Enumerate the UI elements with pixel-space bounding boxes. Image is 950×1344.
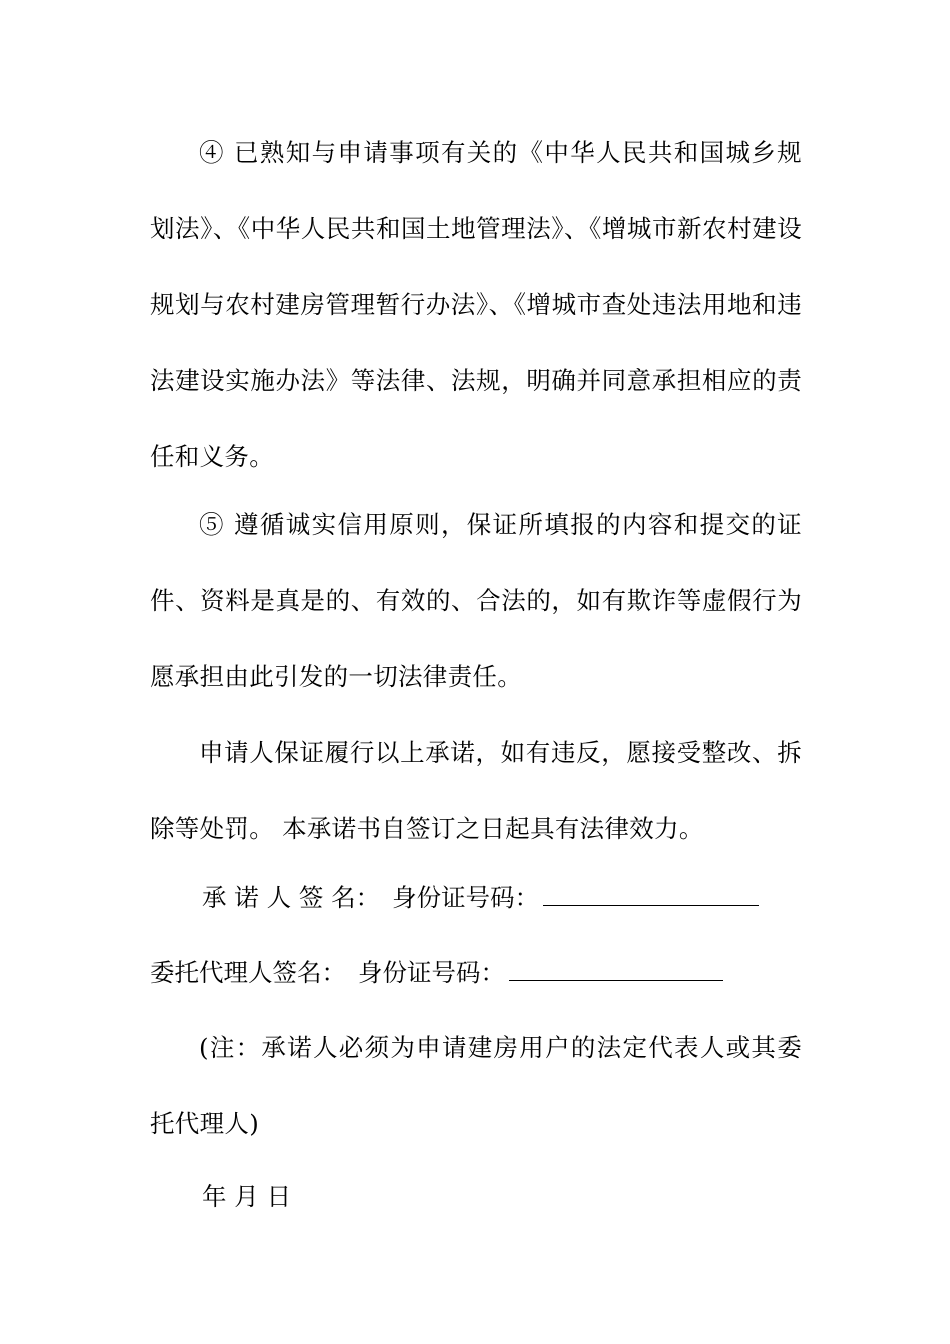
clause-5-paragraph: ⑤ 遵循诚实信用原则，保证所填报的内容和提交的证件、资料是真是的、有效的、合法的，如有欺诈等虚假行为愿承担由此引发的一切法律责任。 [150,510,802,691]
promisor-id-label: 身份证号码： [392,883,540,912]
clause-4-paragraph: ④ 已熟知与申请事项有关的《中华人民共和国城乡规划法》、《中华人民共和国土地管理法》、《增城市新农村建设规划与农村建房管理暂行办法》、《增城市查处违法用地和违法建设实施办法》等法律、法规，明确并同意承担相应的责任和义务。 [150,138,802,471]
promisor-signature-line [202,878,882,918]
date-line: 年 月 日 [202,1182,292,1211]
guarantee-paragraph: 申请人保证履行以上承诺，如有违反，愿接受整改、拆除等处罚。 本承诺书自签订之日起具有法律效力。 [150,738,802,843]
promisor-id-blank[interactable] [543,885,759,906]
agent-id-label: 身份证号码： [358,958,505,987]
agent-signature-line [150,953,830,993]
promisor-signature-label: 承 诺 人 签 名： [202,883,381,912]
note-paragraph: (注：承诺人必须为申请建房用户的法定代表人或其委托代理人) [150,1033,802,1138]
agent-signature-label: 委托代理人签名： [150,958,346,987]
agent-id-blank[interactable] [509,960,723,981]
